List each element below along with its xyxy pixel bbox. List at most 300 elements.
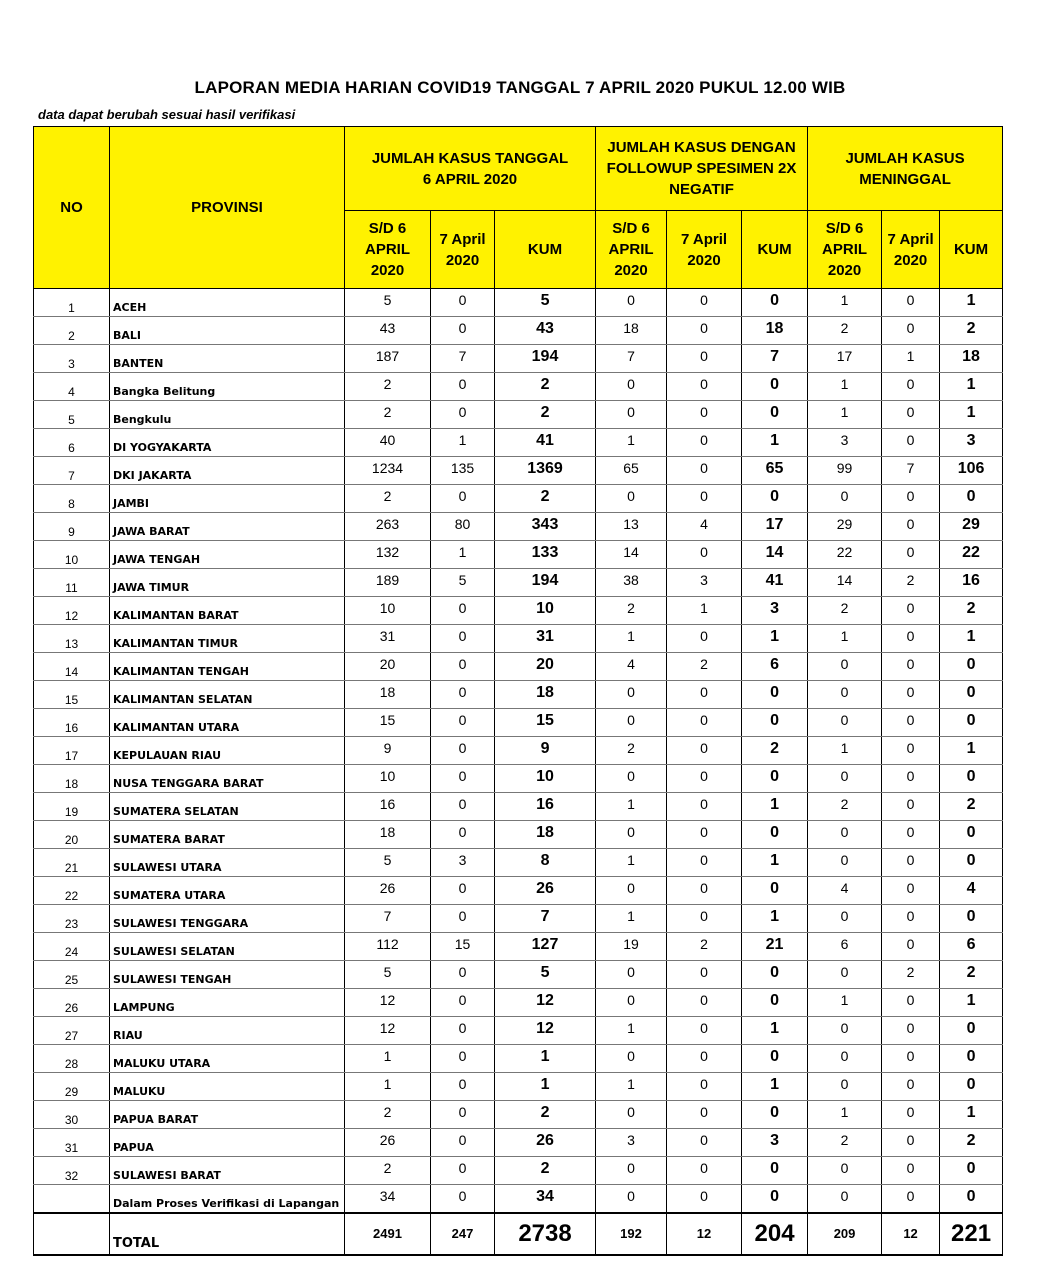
cell-kasus-sd6: 2: [345, 1157, 431, 1185]
cell-meninggal-kum: 0: [940, 485, 1003, 513]
cell-meninggal-7april: 0: [882, 1185, 940, 1213]
cell-negatif-kum: 0: [742, 961, 808, 989]
table-row: [34, 1157, 1003, 1185]
cell-meninggal-7april: 0: [882, 401, 940, 429]
row-number: 31: [34, 1129, 110, 1157]
cell-meninggal-sd6: 14: [808, 569, 882, 597]
table-row: [34, 1101, 1003, 1129]
cell-negatif-kum: 204: [742, 1213, 808, 1255]
cell-negatif-kum: 1: [742, 1073, 808, 1101]
cell-kasus-kum: 127: [495, 933, 596, 961]
cell-kasus-sd6: 189: [345, 569, 431, 597]
cell-meninggal-7april: 0: [882, 1073, 940, 1101]
table-row: [34, 401, 1003, 429]
cell-kasus-7april: 0: [431, 317, 495, 345]
cell-kasus-7april: 247: [431, 1213, 495, 1255]
cell-meninggal-kum: 0: [940, 821, 1003, 849]
cell-negatif-7april: 1: [667, 597, 742, 625]
province-name: Dalam Proses Verifikasi di Lapangan: [110, 1185, 345, 1213]
cell-meninggal-sd6: 2: [808, 1129, 882, 1157]
cell-negatif-7april: 12: [667, 1213, 742, 1255]
cell-kasus-7april: 0: [431, 1017, 495, 1045]
province-name: JAMBI: [110, 485, 345, 513]
cell-meninggal-sd6: 2: [808, 793, 882, 821]
table-row: [34, 709, 1003, 737]
cell-kasus-kum: 31: [495, 625, 596, 653]
cell-negatif-sd6: 0: [596, 1157, 667, 1185]
cell-negatif-sd6: 0: [596, 373, 667, 401]
cell-kasus-sd6: 2491: [345, 1213, 431, 1255]
cell-meninggal-sd6: 0: [808, 961, 882, 989]
row-number: 9: [34, 513, 110, 541]
cell-negatif-sd6: 14: [596, 541, 667, 569]
cell-negatif-7april: 0: [667, 1157, 742, 1185]
cell-kasus-7april: 0: [431, 961, 495, 989]
cell-meninggal-sd6: 99: [808, 457, 882, 485]
cell-kasus-kum: 5: [495, 961, 596, 989]
cell-meninggal-7april: 0: [882, 1157, 940, 1185]
cell-negatif-sd6: 0: [596, 821, 667, 849]
cell-kasus-7april: 0: [431, 1101, 495, 1129]
header-group-meninggal: JUMLAH KASUS MENINGGAL: [808, 127, 1003, 211]
cell-kasus-sd6: 2: [345, 1101, 431, 1129]
cell-kasus-sd6: 112: [345, 933, 431, 961]
cell-negatif-sd6: 0: [596, 709, 667, 737]
cell-kasus-kum: 1: [495, 1045, 596, 1073]
cell-kasus-kum: 343: [495, 513, 596, 541]
province-name: SULAWESI SELATAN: [110, 933, 345, 961]
province-name: KALIMANTAN SELATAN: [110, 681, 345, 709]
province-name: Bengkulu: [110, 401, 345, 429]
cell-negatif-7april: 0: [667, 1073, 742, 1101]
cell-negatif-7april: 0: [667, 429, 742, 457]
cell-negatif-sd6: 19: [596, 933, 667, 961]
cell-negatif-kum: 0: [742, 485, 808, 513]
cell-meninggal-kum: 2: [940, 793, 1003, 821]
row-number: 14: [34, 653, 110, 681]
province-name: SULAWESI TENGGARA: [110, 905, 345, 933]
cell-meninggal-sd6: 0: [808, 821, 882, 849]
cell-meninggal-kum: 1: [940, 289, 1003, 317]
cell-negatif-kum: 3: [742, 1129, 808, 1157]
cell-kasus-sd6: 1: [345, 1045, 431, 1073]
province-name: SUMATERA SELATAN: [110, 793, 345, 821]
cell-negatif-7april: 0: [667, 401, 742, 429]
cell-meninggal-7april: 0: [882, 1017, 940, 1045]
cell-kasus-7april: 15: [431, 933, 495, 961]
table-row: [34, 513, 1003, 541]
cell-negatif-sd6: 0: [596, 877, 667, 905]
row-number: 30: [34, 1101, 110, 1129]
cell-meninggal-kum: 0: [940, 849, 1003, 877]
province-name: KALIMANTAN TENGAH: [110, 653, 345, 681]
cell-meninggal-sd6: 4: [808, 877, 882, 905]
cell-kasus-sd6: 187: [345, 345, 431, 373]
cell-meninggal-7april: 0: [882, 933, 940, 961]
cell-kasus-7april: 135: [431, 457, 495, 485]
cell-meninggal-7april: 0: [882, 821, 940, 849]
cell-negatif-kum: 0: [742, 877, 808, 905]
table-row: [34, 1129, 1003, 1157]
row-number: 3: [34, 345, 110, 373]
table-row: [34, 933, 1003, 961]
cell-negatif-7april: 0: [667, 793, 742, 821]
cell-kasus-kum: 16: [495, 793, 596, 821]
cell-meninggal-kum: 1: [940, 989, 1003, 1017]
cell-negatif-7april: 0: [667, 1045, 742, 1073]
cell-meninggal-sd6: 2: [808, 597, 882, 625]
cell-meninggal-7april: 0: [882, 793, 940, 821]
cell-negatif-7april: 0: [667, 821, 742, 849]
cell-meninggal-sd6: 1: [808, 373, 882, 401]
row-number: 24: [34, 933, 110, 961]
table-row: [34, 569, 1003, 597]
cell-negatif-kum: 0: [742, 709, 808, 737]
cell-meninggal-7april: 0: [882, 653, 940, 681]
table-row: [34, 541, 1003, 569]
cell-meninggal-7april: 0: [882, 905, 940, 933]
cell-kasus-sd6: 1234: [345, 457, 431, 485]
cell-meninggal-sd6: 17: [808, 345, 882, 373]
row-number: 12: [34, 597, 110, 625]
cell-negatif-kum: 0: [742, 989, 808, 1017]
cell-meninggal-kum: 16: [940, 569, 1003, 597]
cell-kasus-7april: 1: [431, 429, 495, 457]
table-row: [34, 1017, 1003, 1045]
province-name: SULAWESI UTARA: [110, 849, 345, 877]
province-name: SULAWESI BARAT: [110, 1157, 345, 1185]
cell-negatif-sd6: 192: [596, 1213, 667, 1255]
row-number: 28: [34, 1045, 110, 1073]
cell-meninggal-sd6: 0: [808, 1185, 882, 1213]
cell-negatif-7april: 0: [667, 877, 742, 905]
province-name: RIAU: [110, 1017, 345, 1045]
cell-meninggal-7april: 0: [882, 289, 940, 317]
cell-negatif-7april: 0: [667, 737, 742, 765]
cell-meninggal-kum: 1: [940, 1101, 1003, 1129]
cell-meninggal-7april: 1: [882, 345, 940, 373]
cell-kasus-sd6: 10: [345, 597, 431, 625]
cell-negatif-7april: 0: [667, 457, 742, 485]
cell-negatif-sd6: 0: [596, 401, 667, 429]
cell-meninggal-7april: 0: [882, 541, 940, 569]
cell-negatif-7april: 0: [667, 709, 742, 737]
row-number: 32: [34, 1157, 110, 1185]
cell-negatif-7april: 0: [667, 485, 742, 513]
cell-negatif-kum: 41: [742, 569, 808, 597]
row-number: 21: [34, 849, 110, 877]
province-name: SUMATERA BARAT: [110, 821, 345, 849]
table-row: [34, 457, 1003, 485]
cell-negatif-7april: 0: [667, 1129, 742, 1157]
cell-meninggal-kum: 1: [940, 373, 1003, 401]
cell-kasus-sd6: 132: [345, 541, 431, 569]
cell-negatif-sd6: 0: [596, 989, 667, 1017]
cell-negatif-7april: 0: [667, 373, 742, 401]
cell-kasus-7april: 0: [431, 877, 495, 905]
cell-negatif-7april: 2: [667, 653, 742, 681]
cell-meninggal-kum: 1: [940, 625, 1003, 653]
cell-negatif-kum: 0: [742, 821, 808, 849]
row-number: 29: [34, 1073, 110, 1101]
table-row: [34, 793, 1003, 821]
cell-meninggal-kum: 0: [940, 1185, 1003, 1213]
cell-meninggal-sd6: 2: [808, 317, 882, 345]
cell-kasus-sd6: 1: [345, 1073, 431, 1101]
cell-kasus-7april: 0: [431, 373, 495, 401]
province-name: KEPULAUAN RIAU: [110, 737, 345, 765]
cell-negatif-7april: 0: [667, 541, 742, 569]
cell-kasus-7april: 0: [431, 625, 495, 653]
table-row: [34, 289, 1003, 317]
cell-meninggal-sd6: 0: [808, 485, 882, 513]
cell-negatif-7april: 0: [667, 765, 742, 793]
cell-kasus-7april: 5: [431, 569, 495, 597]
cell-meninggal-kum: 0: [940, 1017, 1003, 1045]
cell-meninggal-sd6: 1: [808, 625, 882, 653]
cell-negatif-sd6: 13: [596, 513, 667, 541]
cell-negatif-kum: 65: [742, 457, 808, 485]
header-kasus-kum: KUM: [495, 211, 596, 289]
cell-negatif-7april: 2: [667, 933, 742, 961]
cell-negatif-kum: 0: [742, 1157, 808, 1185]
cell-meninggal-7april: 2: [882, 569, 940, 597]
cell-kasus-7april: 0: [431, 737, 495, 765]
cell-meninggal-kum: 6: [940, 933, 1003, 961]
cell-negatif-kum: 1: [742, 905, 808, 933]
cell-kasus-kum: 2: [495, 373, 596, 401]
cell-negatif-7april: 0: [667, 905, 742, 933]
cell-kasus-7april: 0: [431, 289, 495, 317]
cell-meninggal-7april: 0: [882, 1045, 940, 1073]
cell-negatif-sd6: 0: [596, 1185, 667, 1213]
cell-negatif-kum: 18: [742, 317, 808, 345]
cell-meninggal-kum: 0: [940, 905, 1003, 933]
row-number: [34, 1185, 110, 1213]
cell-negatif-kum: 1: [742, 793, 808, 821]
cell-kasus-sd6: 26: [345, 877, 431, 905]
cell-meninggal-sd6: 1: [808, 1101, 882, 1129]
cell-meninggal-kum: 2: [940, 961, 1003, 989]
cell-meninggal-7april: 0: [882, 485, 940, 513]
cell-kasus-kum: 10: [495, 597, 596, 625]
cell-meninggal-kum: 2: [940, 317, 1003, 345]
cell-kasus-sd6: 5: [345, 289, 431, 317]
total-row: [34, 1213, 1003, 1255]
cell-kasus-7april: 0: [431, 989, 495, 1017]
header-negatif-7april: 7 April 2020: [667, 211, 742, 289]
header-kasus-7april: 7 April 2020: [431, 211, 495, 289]
row-number: 22: [34, 877, 110, 905]
cell-negatif-sd6: 0: [596, 289, 667, 317]
cell-negatif-kum: 0: [742, 765, 808, 793]
cell-negatif-kum: 0: [742, 681, 808, 709]
table-row: [34, 961, 1003, 989]
cell-kasus-kum: 9: [495, 737, 596, 765]
cell-kasus-kum: 18: [495, 681, 596, 709]
cell-meninggal-sd6: 0: [808, 905, 882, 933]
table-row: [34, 877, 1003, 905]
row-number: 10: [34, 541, 110, 569]
cell-kasus-7april: 0: [431, 821, 495, 849]
cell-kasus-kum: 2: [495, 1101, 596, 1129]
cell-kasus-sd6: 16: [345, 793, 431, 821]
header-kasus-sd6: S/D 6 APRIL 2020: [345, 211, 431, 289]
header-group-negatif: JUMLAH KASUS DENGAN FOLLOWUP SPESIMEN 2X NEGATIF: [596, 127, 808, 211]
cell-kasus-kum: 26: [495, 877, 596, 905]
cell-meninggal-kum: 0: [940, 1073, 1003, 1101]
cell-meninggal-7april: 0: [882, 429, 940, 457]
cell-kasus-sd6: 2: [345, 373, 431, 401]
cell-meninggal-7april: 0: [882, 681, 940, 709]
cell-kasus-7april: 0: [431, 485, 495, 513]
cell-negatif-sd6: 0: [596, 961, 667, 989]
table-row: [34, 653, 1003, 681]
cell-kasus-7april: 0: [431, 1129, 495, 1157]
cell-meninggal-7april: 0: [882, 849, 940, 877]
cell-negatif-sd6: 1: [596, 1017, 667, 1045]
cell-meninggal-7april: 0: [882, 513, 940, 541]
cell-negatif-kum: 2: [742, 737, 808, 765]
cell-meninggal-7april: 12: [882, 1213, 940, 1255]
cell-negatif-7april: 0: [667, 625, 742, 653]
cell-meninggal-7april: 0: [882, 709, 940, 737]
province-name: KALIMANTAN BARAT: [110, 597, 345, 625]
cell-kasus-7april: 0: [431, 709, 495, 737]
cell-meninggal-7april: 0: [882, 1101, 940, 1129]
cell-negatif-7april: 0: [667, 849, 742, 877]
cell-kasus-sd6: 5: [345, 961, 431, 989]
cell-negatif-7april: 0: [667, 1017, 742, 1045]
cell-negatif-kum: 1: [742, 849, 808, 877]
cell-meninggal-kum: 0: [940, 1157, 1003, 1185]
cell-negatif-kum: 7: [742, 345, 808, 373]
cell-negatif-sd6: 18: [596, 317, 667, 345]
header-group-kasus: JUMLAH KASUS TANGGAL 6 APRIL 2020: [345, 127, 596, 211]
cell-negatif-kum: 1: [742, 1017, 808, 1045]
cell-meninggal-7april: 0: [882, 877, 940, 905]
cell-kasus-kum: 1: [495, 1073, 596, 1101]
cell-kasus-sd6: 26: [345, 1129, 431, 1157]
province-name: BALI: [110, 317, 345, 345]
cell-kasus-sd6: 12: [345, 989, 431, 1017]
report-subtitle: data dapat berubah sesuai hasil verifikasi: [38, 107, 296, 122]
header-meninggal-7april: 7 April 2020: [882, 211, 940, 289]
cell-meninggal-kum: 0: [940, 765, 1003, 793]
cell-meninggal-sd6: 0: [808, 1045, 882, 1073]
cell-negatif-sd6: 2: [596, 597, 667, 625]
row-number: 8: [34, 485, 110, 513]
row-number: 17: [34, 737, 110, 765]
cell-negatif-kum: 1: [742, 625, 808, 653]
row-number: 19: [34, 793, 110, 821]
table-row: [34, 681, 1003, 709]
cell-negatif-kum: 0: [742, 373, 808, 401]
cell-meninggal-kum: 29: [940, 513, 1003, 541]
cell-meninggal-sd6: 0: [808, 681, 882, 709]
cell-meninggal-kum: 1: [940, 401, 1003, 429]
cell-negatif-7april: 0: [667, 681, 742, 709]
header-no: NO: [34, 127, 110, 289]
cell-negatif-sd6: 0: [596, 485, 667, 513]
cell-kasus-sd6: 2: [345, 401, 431, 429]
cell-kasus-sd6: 34: [345, 1185, 431, 1213]
cell-kasus-sd6: 31: [345, 625, 431, 653]
report-title: LAPORAN MEDIA HARIAN COVID19 TANGGAL 7 APRIL 2020 PUKUL 12.00 WIB: [194, 78, 846, 97]
cell-meninggal-7april: 7: [882, 457, 940, 485]
table-row: [34, 429, 1003, 457]
table-row: [34, 1185, 1003, 1213]
province-name: NUSA TENGGARA BARAT: [110, 765, 345, 793]
cell-kasus-kum: 1369: [495, 457, 596, 485]
row-number: 20: [34, 821, 110, 849]
cell-kasus-sd6: 5: [345, 849, 431, 877]
cell-kasus-7april: 80: [431, 513, 495, 541]
row-number: 23: [34, 905, 110, 933]
cell-negatif-sd6: 0: [596, 681, 667, 709]
row-number: 11: [34, 569, 110, 597]
cell-negatif-sd6: 0: [596, 765, 667, 793]
table-row: [34, 485, 1003, 513]
cell-kasus-kum: 34: [495, 1185, 596, 1213]
cell-negatif-kum: 3: [742, 597, 808, 625]
cell-kasus-sd6: 2: [345, 485, 431, 513]
province-name: LAMPUNG: [110, 989, 345, 1017]
table-row: [34, 989, 1003, 1017]
table-row: [34, 849, 1003, 877]
cell-negatif-7april: 0: [667, 1101, 742, 1129]
cell-meninggal-kum: 18: [940, 345, 1003, 373]
cell-kasus-kum: 133: [495, 541, 596, 569]
cell-meninggal-kum: 0: [940, 1045, 1003, 1073]
cell-negatif-kum: 0: [742, 289, 808, 317]
cell-negatif-sd6: 1: [596, 625, 667, 653]
province-name: DI YOGYAKARTA: [110, 429, 345, 457]
province-name: PAPUA: [110, 1129, 345, 1157]
cell-meninggal-kum: 3: [940, 429, 1003, 457]
header-provinsi: PROVINSI: [110, 127, 345, 289]
cell-meninggal-sd6: 29: [808, 513, 882, 541]
cell-meninggal-kum: 2: [940, 1129, 1003, 1157]
cell-negatif-sd6: 7: [596, 345, 667, 373]
cell-kasus-kum: 26: [495, 1129, 596, 1157]
cell-negatif-7april: 0: [667, 345, 742, 373]
cell-meninggal-kum: 1: [940, 737, 1003, 765]
row-number: 4: [34, 373, 110, 401]
cell-meninggal-kum: 0: [940, 709, 1003, 737]
cell-meninggal-7april: 2: [882, 961, 940, 989]
cell-kasus-kum: 12: [495, 1017, 596, 1045]
header-meninggal-sd6: S/D 6 APRIL 2020: [808, 211, 882, 289]
cell-kasus-kum: 15: [495, 709, 596, 737]
cell-kasus-kum: 2738: [495, 1213, 596, 1255]
province-name: SUMATERA UTARA: [110, 877, 345, 905]
cell-kasus-kum: 2: [495, 401, 596, 429]
cell-negatif-kum: 1: [742, 429, 808, 457]
table-row: [34, 317, 1003, 345]
province-name: JAWA TENGAH: [110, 541, 345, 569]
cell-meninggal-sd6: 0: [808, 709, 882, 737]
cell-kasus-kum: 8: [495, 849, 596, 877]
covid-cases-table: [33, 126, 1003, 1256]
cell-meninggal-sd6: 1: [808, 289, 882, 317]
cell-negatif-kum: 14: [742, 541, 808, 569]
cell-meninggal-sd6: 1: [808, 737, 882, 765]
cell-meninggal-sd6: 209: [808, 1213, 882, 1255]
table-row: [34, 597, 1003, 625]
cell-kasus-7april: 0: [431, 401, 495, 429]
cell-negatif-kum: 0: [742, 1185, 808, 1213]
